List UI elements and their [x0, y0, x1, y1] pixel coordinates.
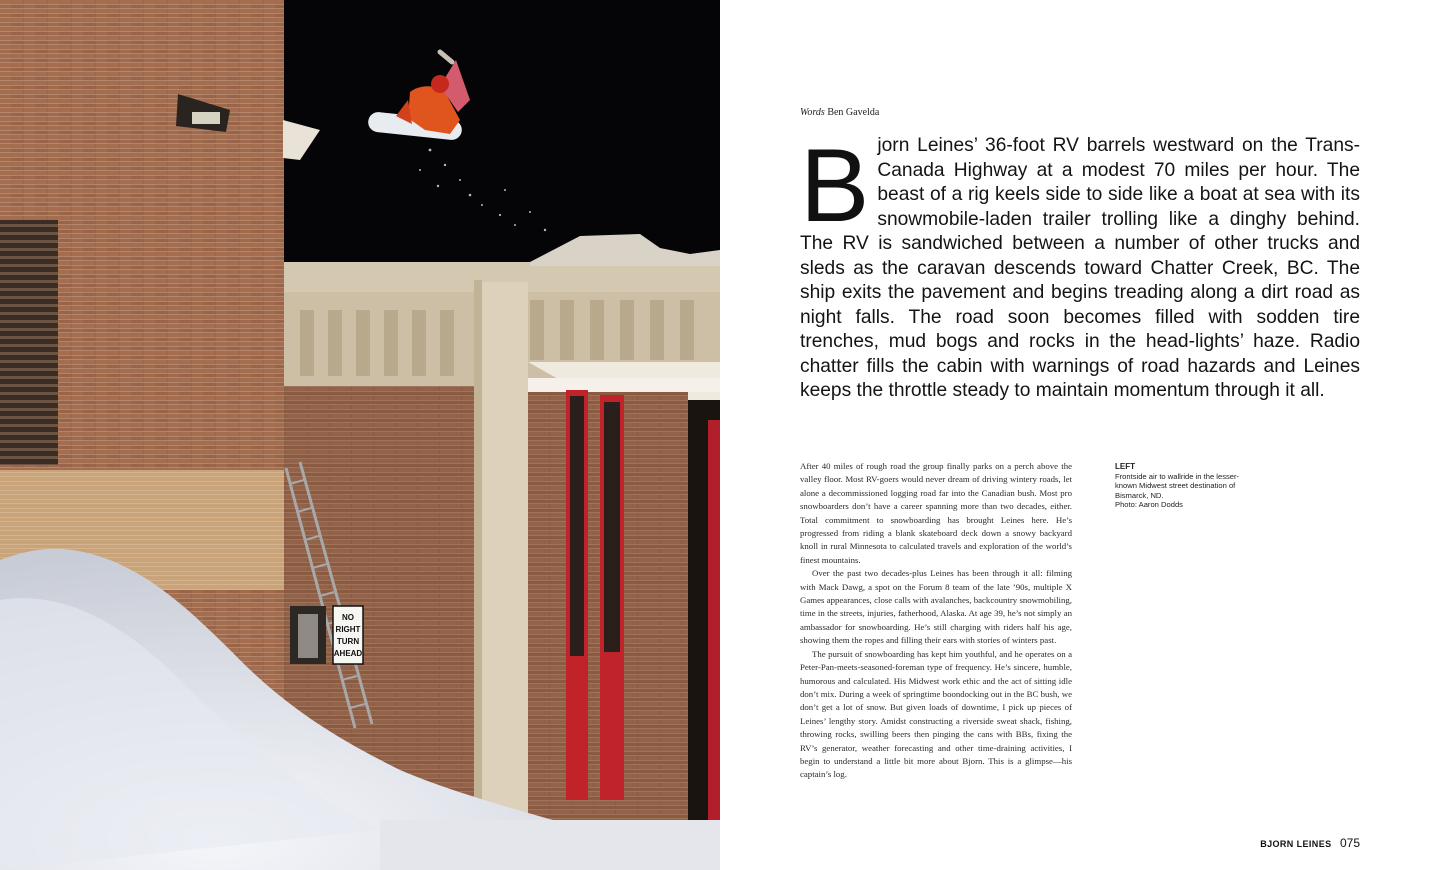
byline-author: Ben Gavelda — [827, 107, 880, 118]
caption-heading: LEFT — [1115, 462, 1135, 471]
wall-vent — [0, 220, 58, 465]
byline-label: Words — [800, 107, 825, 118]
page-folio — [1260, 834, 1360, 852]
body-column — [800, 460, 1072, 782]
sign-line-4: AHEAD — [333, 649, 363, 658]
sign-line-2: RIGHT — [335, 625, 361, 634]
lede-paragraph — [800, 128, 1360, 404]
sign-line-1: NO — [342, 613, 354, 622]
caption-text: Frontside air to wallride in the lesser-known Midwest street destination of Bismarck, ND. — [1115, 471, 1240, 500]
page-number: 075 — [1339, 836, 1360, 850]
body-paragraph-1: After 40 miles of rough road the group finally parks on a perch above the valley floor. Most RV-goers would never dream of driving wintery roads, let alone a decommissioned logging road far into the Canadian bush. Most pro snowboarders don’t have a career spanning more than two decades, either. Total commitment to snowboarding has brought Leines here. He’s progressed from riding a blank skateboard deck down a snowy backyard knoll in rural Minnesota to calculated travels and exploration of the world’s finest mountains. — [800, 461, 1072, 565]
byline — [800, 107, 879, 118]
caption-credit: Photo: Aaron Dodds — [1115, 500, 1183, 509]
no-right-turn-sign — [333, 606, 363, 664]
article-page — [720, 0, 1440, 870]
sign-line-3: TURN — [336, 637, 360, 646]
lede-text: jorn Leines’ 36-foot RV barrels westward on the Trans-Canada Highway at a modest 70 miles per hour. The beast of a rig keels side to side like a boat at sea with its snowmobile-laden trailer trolling like a dinghy behind. The RV is sandwiched between a number of other trucks and sleds as the caravan descends toward Chatter Creek, BC. The ship exits the pavement and begins treading along a dirt road as night falls. The road soon becomes filled with sodden tire trenches, mud bogs and rocks in the head-lights’ haze. Radio chatter fills the cabin with warnings of road hazards and Leines keeps the throttle steady to maintain momentum through it all. — [800, 135, 1360, 401]
drop-cap: B — [800, 128, 870, 244]
body-paragraph-3: The pursuit of snowboarding has kept him youthful, and he operates on a Peter-Pan-meets-seasoned-foreman type of frequency. He’s sincere, humble, humorous and calculated. His Midwest work ethic and the act of sitting idle don’t mix. During a week of springtime boondocking out in the BC bush, we don’t get a lot of snow. But given loads of downtime, I pick up pieces of Leines’ lengthy story. Amidst constructing a riverside sweat shack, fishing, throwing rocks, swilling beers then pinging the cans with BBs, fixing the RV’s generator, weather forecasting and other time-draining activities, I begin to understand a little bit more about Bjorn. This is a glimpse—his captain’s log. — [800, 648, 1072, 780]
body-paragraph-2: Over the past two decades-plus Leines has been through it all: filming with Mack Dawg, a spot on the Forum 8 team of the late ’90s, multiple X Games appearances, close calls with avalanches, backcountry snowmobiling, time in the streets, injuries, fatherhood, Alaska. At age 39, he’s not simply an ambassador for snowboarding. He’s still charging with riders half his age, showing them the ropes and filling their ears with stories of winters past. — [800, 568, 1072, 646]
folio-name: BJORN LEINES — [1260, 839, 1332, 849]
photo-caption — [1115, 462, 1250, 510]
